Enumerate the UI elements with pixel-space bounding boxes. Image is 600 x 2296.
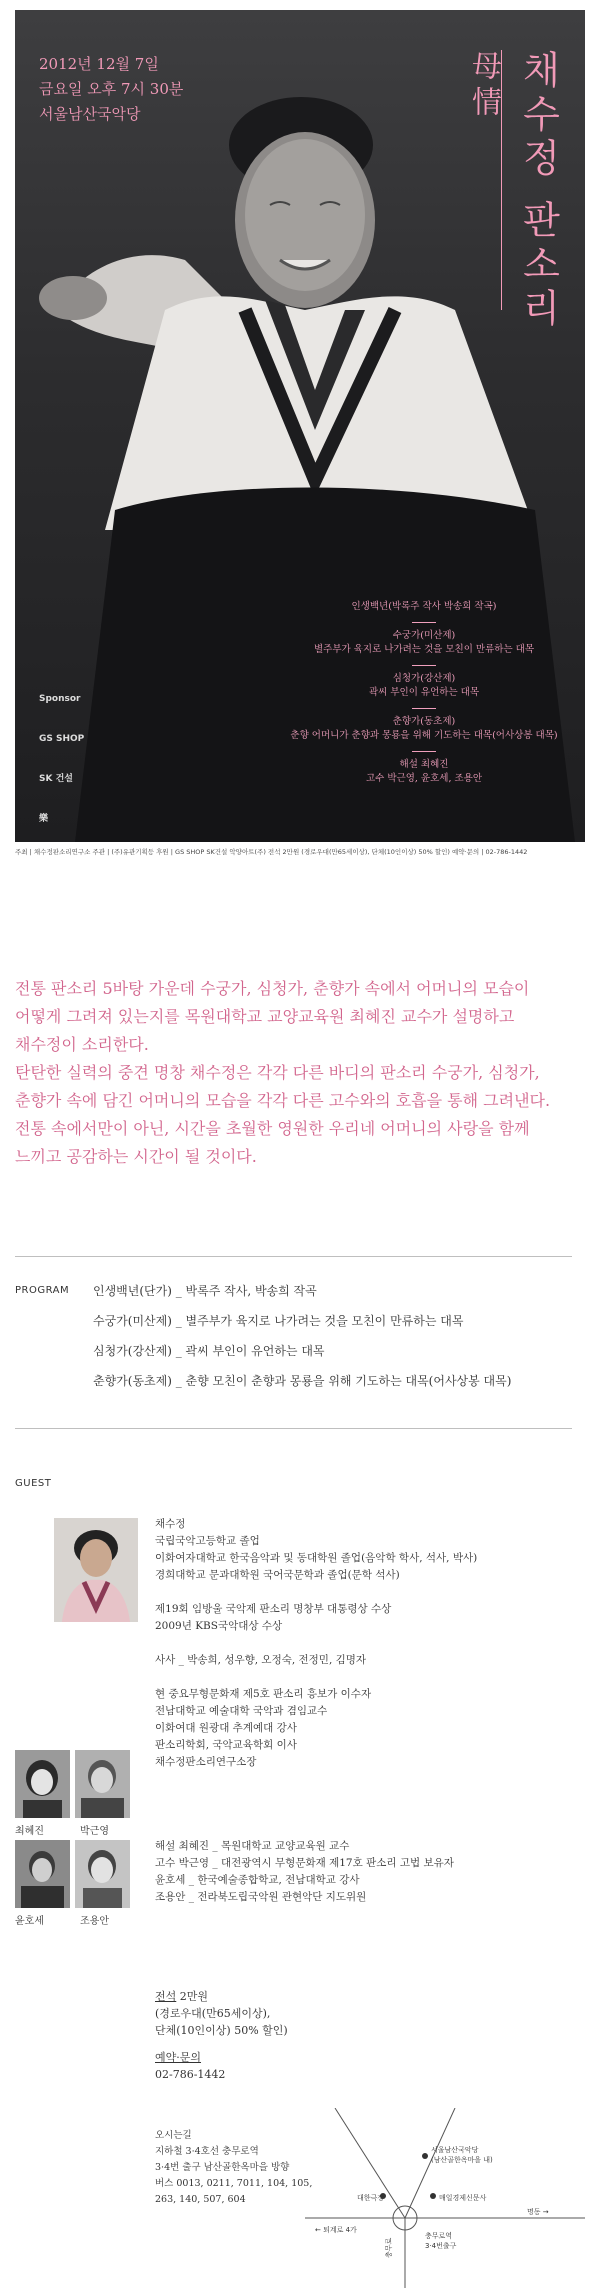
time-line: 금요일 오후 7시 30분 [39, 80, 184, 98]
divider [412, 708, 436, 709]
bio-line: 채수정판소리연구소장 [155, 1756, 257, 1768]
bio-line: 현 중요무형문화재 제5호 판소리 흥보가 이수자 [155, 1688, 372, 1700]
poster-subtitle: 母情 [466, 50, 501, 122]
joyongan-photo [75, 1840, 130, 1908]
maeil-marker [430, 2193, 436, 2199]
program-title: 심청가(강산제) [392, 673, 456, 684]
staff-line: 해설 최혜진 _ 목원대학교 교양교육원 교수 [155, 1840, 350, 1852]
program-row: 인생백년(단가) _ 박록주 작사, 박송희 작곡 [93, 1284, 317, 1298]
poster-program [279, 600, 569, 786]
poster-title: 채수정 판소리 [516, 50, 560, 333]
bio-line: 제19회 임방울 국악제 판소리 명창부 대통령상 수상 [155, 1603, 392, 1615]
directions-line: 지하철 3·4호선 충무로역 [155, 2146, 259, 2157]
program-title: 인생백년(박록주 작사 박송희 작곡) [351, 601, 497, 612]
program-list [93, 1276, 511, 1396]
chaesujeong-bio [155, 1516, 477, 1771]
program-title: 춘향가(동초제) [392, 716, 456, 727]
bio-line: 전남대학교 예술대학 국악과 겸임교수 [155, 1705, 328, 1717]
gsshop-logo: GS SHOP [39, 734, 85, 744]
map-label-chungmuro: 충무로 [385, 2237, 393, 2258]
caption-choihyejin: 최혜진 [15, 1826, 44, 1837]
skconstruction-logo: SK 건설 [39, 774, 73, 784]
intro-line: 춘향가 속에 담긴 어머니의 모습을 각각 다른 고수와의 호흡을 통해 그려낸다. [15, 1091, 551, 1110]
intro-line: 전통 판소리 5바탕 가운데 수궁가, 심청가, 춘향가 속에서 어머니의 모습이 [15, 979, 530, 998]
directions-heading: 오시는길 [155, 2130, 192, 2141]
divider [412, 622, 436, 623]
section-divider [15, 1428, 572, 1429]
divider [412, 751, 436, 752]
chaesujeong-photo [54, 1518, 138, 1622]
caption-parkgeunyoung: 박근영 [80, 1826, 109, 1837]
intro-line: 느끼고 공감하는 시간이 될 것이다. [15, 1147, 257, 1166]
caption-yunhose: 윤호세 [15, 1916, 44, 1927]
location-map [305, 2108, 585, 2288]
venue-line: 서울남산국악당 [39, 105, 141, 123]
price-heading: 전석 [155, 1990, 177, 2003]
sponsor-logos [39, 690, 84, 842]
choihyejin-photo [15, 1750, 70, 1818]
bio-line: 이화여대 원광대 추계예대 강사 [155, 1722, 297, 1734]
program-desc: 별주부가 육지로 나가려는 것을 모친이 만류하는 대목 [313, 644, 534, 655]
directions-line: 3·4번 출구 남산골한옥마을 방향 [155, 2162, 290, 2173]
program-row: 심청가(강산제) _ 곽씨 부인이 유언하는 대목 [93, 1344, 325, 1358]
reserve-phone: 02-786-1442 [155, 2068, 226, 2081]
section-divider [15, 1256, 572, 1257]
bio-line: 이화여자대학교 한국음악과 및 동대학원 졸업(음악학 학사, 석사, 박사) [155, 1552, 478, 1564]
staff-line: 고수 박근영 _ 대전광역시 무형문화재 제17호 판소리 고법 보유자 [155, 1857, 454, 1869]
caption-joyongan: 조용안 [80, 1916, 109, 1927]
staff-list [155, 1838, 454, 1906]
ticket-info [155, 1988, 288, 2083]
bio-line: 국립국악고등학교 졸업 [155, 1535, 260, 1547]
bio-line: 판소리학회, 국악교육학회 이사 [155, 1739, 297, 1751]
intro-line: 전통 속에서만이 아닌, 시간을 초월한 영원한 우리네 어머니의 사랑을 함께 [15, 1119, 530, 1138]
directions-line: 263, 140, 507, 604 [155, 2194, 246, 2205]
map-label-station: 충무로역 [425, 2232, 453, 2240]
divider [412, 665, 436, 666]
guest-label: GUEST [15, 1478, 52, 1489]
price-value: 2만원 [179, 1990, 209, 2003]
intro-text [15, 975, 585, 1171]
bio-line [155, 1669, 477, 1686]
bio-line [155, 1584, 477, 1601]
staff-line: 윤호세 _ 한국예술종합학교, 전남대학교 강사 [155, 1874, 360, 1886]
directions-line: 버스 0013, 0211, 7011, 104, 105, [155, 2178, 313, 2189]
program-desc: 춘향 어머니가 춘향과 몽룡을 위해 기도하는 대목(어사상봉 대목) [290, 730, 558, 741]
program-row: 수궁가(미산제) _ 별주부가 육지로 나가려는 것을 모친이 만류하는 대목 [93, 1314, 464, 1328]
program-title: 수궁가(미산제) [392, 630, 456, 641]
map-label-myeongdong: 명동 → [527, 2208, 549, 2216]
bio-line [155, 1635, 477, 1652]
map-label-venue: 서울남산국악당 [431, 2146, 479, 2154]
intro-line: 탄탄한 실력의 중견 명창 채수정은 각각 다른 바디의 판소리 수궁가, 심청가, [15, 1063, 540, 1082]
bio-line: 경희대학교 문과대학원 국어국문학과 졸업(문학 석사) [155, 1569, 400, 1581]
program-row: 춘향가(동초제) _ 춘향 모친이 춘향과 몽룡을 위해 기도하는 대목(어사상봉 대목) [93, 1374, 512, 1388]
poster-credit: 주최 | 채수정판소리연구소 주관 | (주)유관기획등 후원 | GS SHOP SK건설 악양아트(주) 전석 2만원 (경로우대(만65세이상), 단체(10인이상) 50% 할인) 예약·문의 | 02-786-1442 [15, 848, 528, 856]
ak-logo: 樂 [39, 814, 49, 824]
map-label-maeil: 매일경제신문사 [439, 2194, 487, 2202]
guest-name: 채수정 [155, 1518, 186, 1530]
concert-poster [15, 10, 585, 842]
intro-line: 어떻게 그려져 있는지를 목원대학교 교양교육원 최혜진 교수가 설명하고 [15, 1007, 515, 1026]
reserve-heading: 예약·문의 [155, 2051, 202, 2064]
map-label-exit: 3·4번출구 [425, 2242, 457, 2250]
directions [155, 2128, 312, 2208]
intro-line: 채수정이 소리한다. [15, 1035, 149, 1054]
venue-marker [422, 2153, 428, 2159]
program-desc: 곽씨 부인이 유언하는 대목 [368, 687, 479, 698]
sponsor-logo: Sponsor [39, 694, 81, 704]
bio-line: 2009년 KBS국악대상 수상 [155, 1620, 283, 1632]
program-desc: 고수 박근영, 윤호세, 조용안 [365, 773, 483, 784]
parkgeunyoung-photo [75, 1750, 130, 1818]
bio-line: 사사 _ 박송희, 성우향, 오정숙, 전정민, 김명자 [155, 1654, 367, 1666]
staff-line: 조용안 _ 전라북도립국악원 관현악단 지도위원 [155, 1891, 367, 1903]
map-label-venue-sub: (남산골한옥마을 내) [431, 2156, 493, 2164]
map-label-toegyero: ← 퇴계로 4가 [315, 2226, 357, 2234]
discount-line: (경로우대(만65세이상), [155, 2007, 271, 2020]
performance-date [39, 52, 183, 127]
program-title: 해설 최혜진 [399, 759, 449, 770]
discount-line: 단체(10인이상) 50% 할인) [155, 2024, 288, 2037]
map-label-daehan: 대한극장 [357, 2194, 385, 2202]
date-line: 2012년 12월 7일 [39, 55, 159, 73]
yunhose-photo [15, 1840, 70, 1908]
program-label: PROGRAM [15, 1285, 70, 1296]
